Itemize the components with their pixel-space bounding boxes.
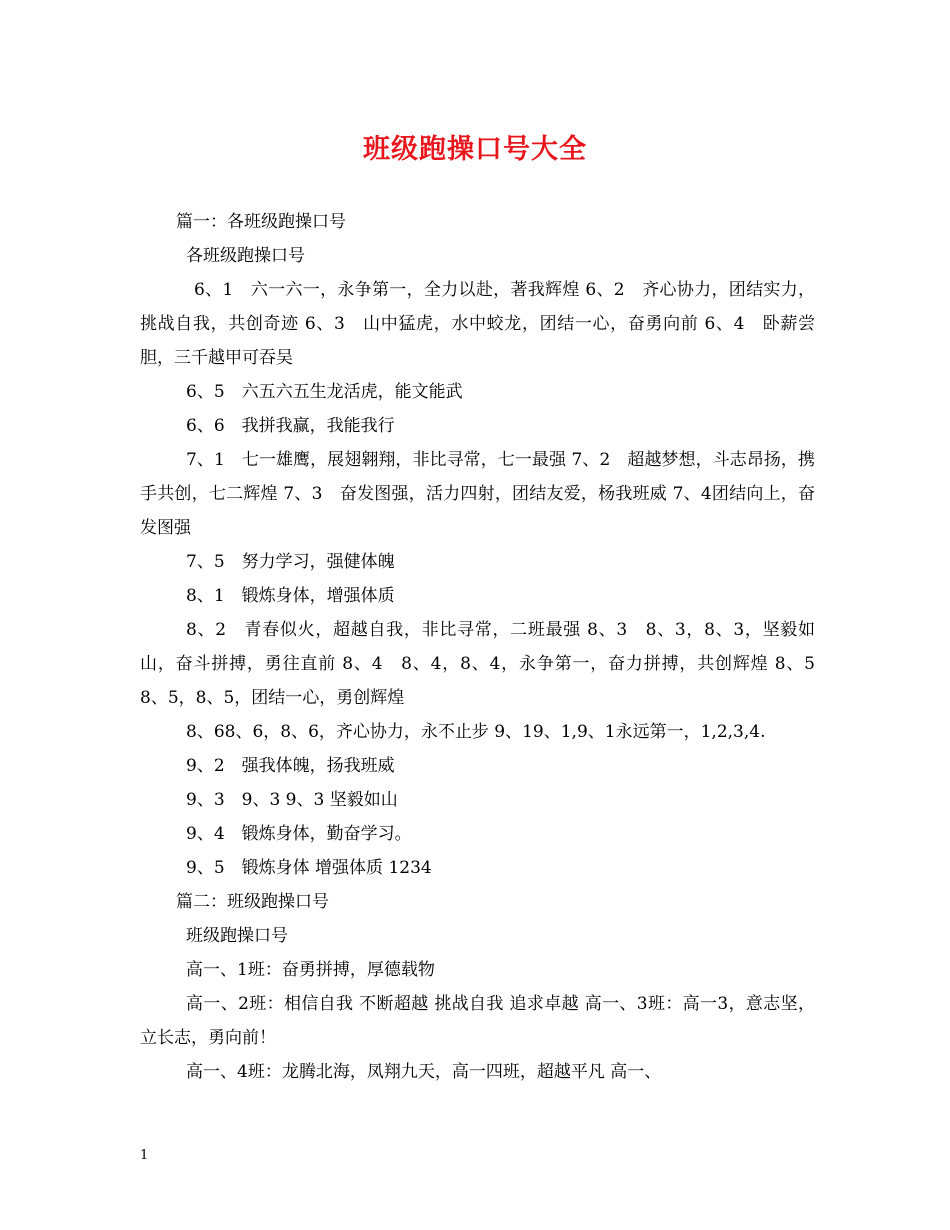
paragraph: 9、3 9、3 9、3 坚毅如山 bbox=[186, 790, 398, 810]
paragraph: 高一、4班：龙腾北海，凤翔九天，高一四班，超越平凡 高一、 bbox=[186, 1062, 662, 1082]
paragraph: 8、68、6，8、6，齐心协力，永不止步 9、19、1,9、1永远第一，1,2,3,4. bbox=[186, 722, 766, 742]
paragraph: 8、2 青春似火，超越自我，非比寻常，二班最强 8、3 8、3，8、3，坚毅如山，奋斗拼搏，勇往直前 8、4 8、4，8、4，永争第一，奋力拼搏，共创辉煌 8、5 8、5，8、5，团结一心，勇创辉煌 bbox=[140, 620, 832, 708]
paragraph: 高一、1班：奋勇拼搏，厚德载物 bbox=[186, 960, 435, 980]
paragraph: 7、1 七一雄鹰，展翅翱翔，非比寻常，七一最强 7、2 超越梦想，斗志昂扬，携手共创，七二辉煌 7、3 奋发图强，活力四射，团结友爱，杨我班威 7、4团结向上，奋发图强 bbox=[140, 450, 815, 538]
document-body bbox=[140, 205, 832, 1089]
paragraph: 高一、2班：相信自我 不断超越 挑战自我 追求卓越 高一、3班：高一3，意志坚，立长志，勇向前！ bbox=[140, 994, 815, 1048]
section-subheading-1: 各班级跑操口号 bbox=[186, 246, 305, 266]
paragraph: 7、5 努力学习，强健体魄 bbox=[186, 552, 395, 572]
paragraph: 8、1 锻炼身体，增强体质 bbox=[186, 586, 395, 606]
document-title: 班级跑操口号大全 bbox=[363, 134, 587, 165]
section-subheading-2: 班级跑操口号 bbox=[186, 926, 288, 946]
paragraph: 6、1 六一六一，永争第一，全力以赴，著我辉煌 6、2 齐心协力，团结实力，挑战自我，共创奇迹 6、3 山中猛虎，水中蛟龙，团结一心，奋勇向前 6、4 卧薪尝胆，三千越甲可吞吴 bbox=[140, 280, 815, 368]
paragraph: 9、2 强我体魄，扬我班威 bbox=[186, 756, 395, 776]
paragraph: 6、6 我拼我赢，我能我行 bbox=[186, 416, 395, 436]
page-number: 1 bbox=[140, 1148, 149, 1163]
paragraph: 9、5 锻炼身体 增强体质 1234 bbox=[186, 858, 432, 878]
paragraph: 9、4 锻炼身体，勤奋学习。 bbox=[186, 824, 412, 844]
paragraph: 6、5 六五六五生龙活虎，能文能武 bbox=[186, 382, 463, 402]
section-heading-2: 篇二：班级跑操口号 bbox=[176, 892, 329, 912]
section-heading-1: 篇一：各班级跑操口号 bbox=[176, 212, 346, 232]
